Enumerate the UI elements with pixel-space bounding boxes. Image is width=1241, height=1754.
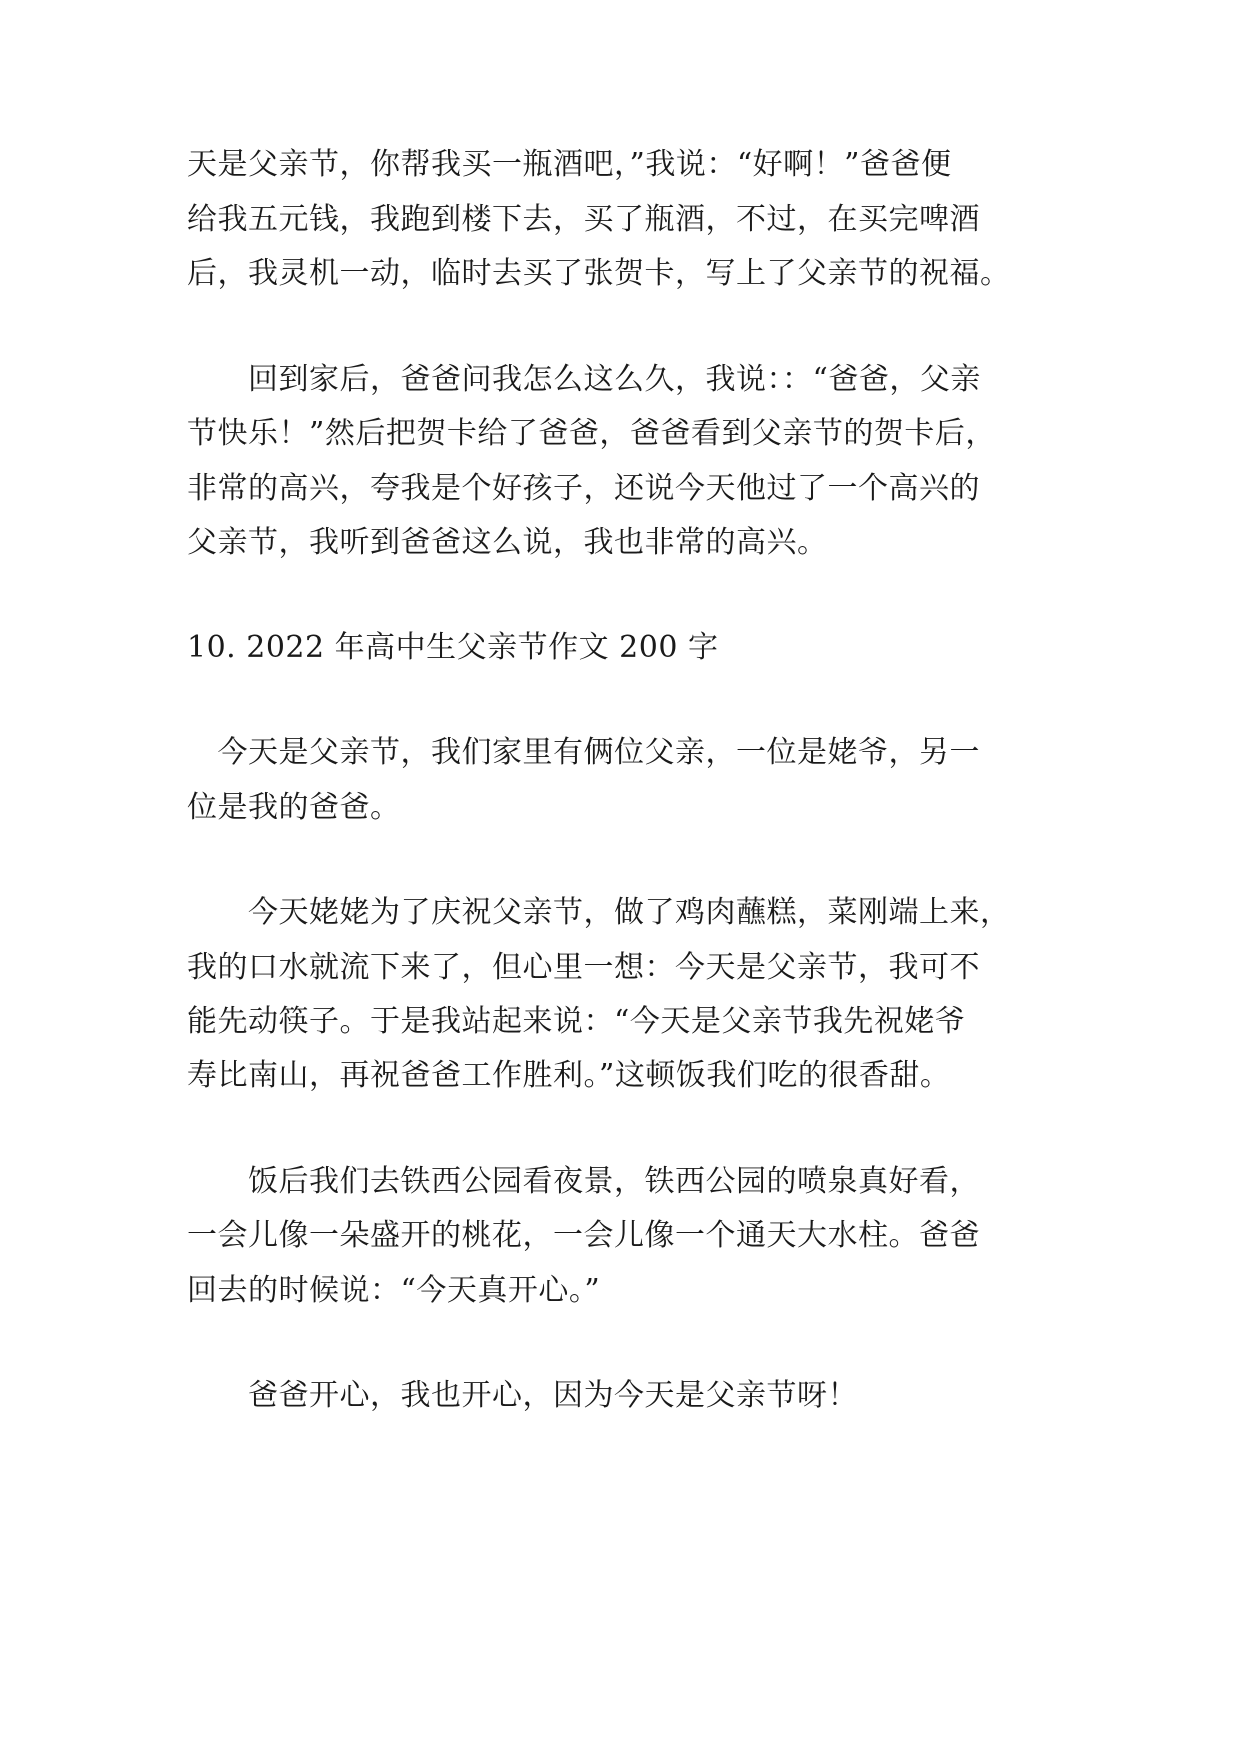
text-line: 给我五元钱，我跑到楼下去，买了瓶酒，不过，在买完啤酒 bbox=[187, 202, 980, 237]
text-line: 回到家后，爸爸问我怎么这么久，我说：：“爸爸，父亲 bbox=[187, 362, 981, 397]
text-line: 父亲节，我听到爸爸这么说，我也非常的高兴。 bbox=[187, 525, 828, 560]
text-line: 位是我的爸爸。 bbox=[187, 790, 401, 825]
text-line: 今天是父亲节，我们家里有俩位父亲，一位是姥爷，另一 bbox=[187, 735, 980, 770]
text-line: 今天姥姥为了庆祝父亲节，做了鸡肉蘸糕，菜刚端上来， bbox=[187, 895, 1011, 930]
text-line: 爸爸开心，我也开心，因为今天是父亲节呀！ bbox=[187, 1378, 858, 1413]
text-line: 能先动筷子。于是我站起来说：“今天是父亲节我先祝姥爷 bbox=[187, 1004, 966, 1039]
text-line: 我的口水就流下来了，但心里一想：今天是父亲节，我可不 bbox=[187, 950, 980, 985]
text-line: 回去的时候说：“今天真开心。” bbox=[187, 1273, 601, 1308]
text-line: 饭后我们去铁西公园看夜景，铁西公园的喷泉真好看， bbox=[187, 1164, 980, 1199]
heading-line: 10. 2022 年高中生父亲节作文 200 字 bbox=[187, 630, 719, 665]
text-line: 一会儿像一朵盛开的桃花，一会儿像一个通天大水柱。爸爸 bbox=[187, 1218, 980, 1253]
text-line: 后，我灵机一动，临时去买了张贺卡，写上了父亲节的祝福。 bbox=[187, 256, 1011, 291]
text-line: 非常的高兴，夸我是个好孩子，还说今天他过了一个高兴的 bbox=[187, 471, 980, 506]
text-line: 寿比南山，再祝爸爸工作胜利。”这顿饭我们吃的很香甜。 bbox=[187, 1058, 951, 1093]
text-line: 节快乐！”然后把贺卡给了爸爸，爸爸看到父亲节的贺卡后， bbox=[187, 416, 996, 451]
text-line: 天是父亲节，你帮我买一瓶酒吧，”我说：“好啊！”爸爸便 bbox=[187, 147, 952, 182]
